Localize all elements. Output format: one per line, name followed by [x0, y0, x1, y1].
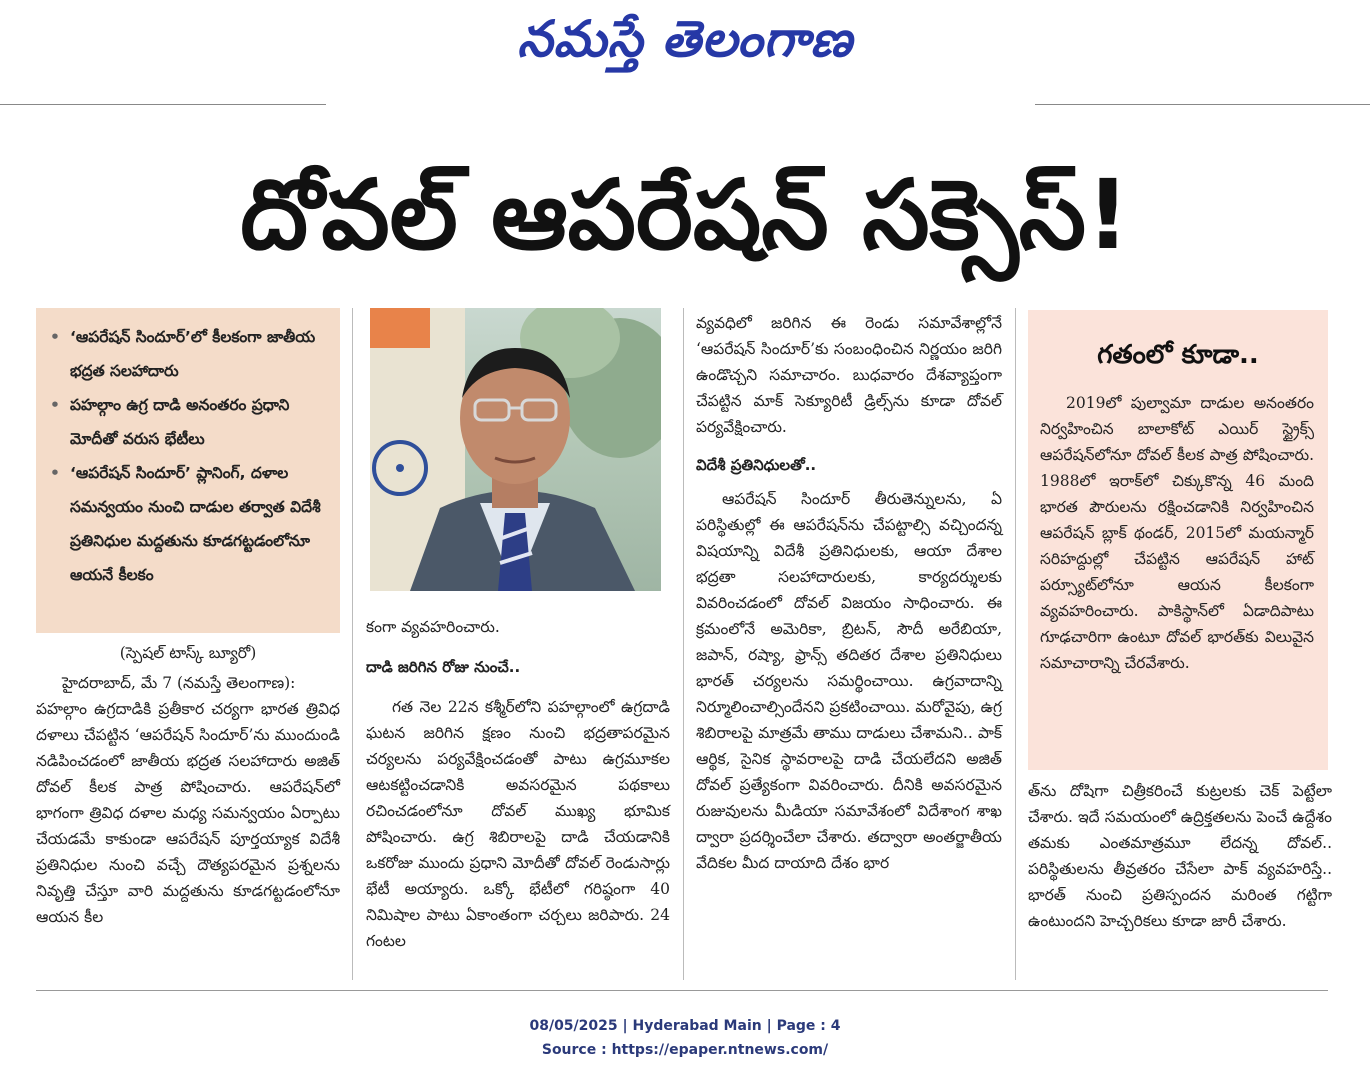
portrait-illustration	[370, 308, 661, 591]
masthead	[0, 0, 1370, 100]
dateline: హైదరాబాద్, మే 7 (నమస్తే తెలంగాణ):	[62, 674, 296, 692]
summary-item: • పహల్గాం ఉగ్ర దాడి అనంతరం ప్రధాని మోదీతో వరుస భేటీలు	[50, 388, 332, 456]
column-2	[366, 614, 670, 980]
subheading: విదేశీ ప్రతినిధులతో..	[696, 456, 817, 474]
masthead-rule-left	[0, 104, 326, 105]
article-paragraph: త్‌ను దోషిగా చిత్రీకరించే కుట్రలకు చెక్ పెట్టేలా చేశారు. ఇదే సమయంలో ఉద్రిక్తతలను పెంచే ఉద్దేశం తమకు ఎంతమాత్రమూ లేదన్న దోవల్.. పరిస్థితులను తీవ్రతరం చేసేలా పాక్ వ్యవహరిస్తే.. భారత్ నుంచి ప్రతిస్పందన మరింత గట్టిగా ఉంటుందని హెచ్చరికలు కూడా జారీ చేశారు.	[1028, 782, 1332, 930]
column-1	[36, 670, 340, 980]
column-divider	[683, 308, 684, 980]
byline: (స్పెషల్ టాస్క్ బ్యూరో)	[119, 644, 257, 662]
article-paragraph: పహల్గాం ఉగ్రదాడికి ప్రతీకార చర్యగా భారత త్రివిధ దళాలు చేపట్టిన ‘ఆపరేషన్ సిందూర్’ను ముందుండి నడిపించడంలో జాతీయ భద్రత సలహాదారు అజిత్ దోవల్ కీలక పాత్ర పోషించారు. ఆపరేషన్‌లో భాగంగా త్రివిధ దళాల మధ్య సమన్వయం ఏర్పాటు చేయడమే కాకుండా ఆపరేషన్ పూర్తయ్యాక విదేశీ ప్రతినిధుల నుంచి వచ్చే దౌత్యపరమైన ప్రశ్నలను నివృత్తి చేస్తూ వారి మద్దతును కూడగట్టడంలోనూ ఆయన కీల	[36, 700, 340, 926]
article-paragraph: ఆపరేషన్ సిందూర్ తీరుతెన్నులను, ఏ పరిస్థితుల్లో ఈ ఆపరేషన్‌ను చేపట్టాల్సి వచ్చిందన్న విషయాన్ని విదేశీ ప్రతినిధులకు, ఆయా దేశాల భద్రతా సలహాదారులకు, కార్యదర్శులకు వివరించడంలో దోవల్ విజయం సాధించారు. ఈ క్రమంలోనే అమెరికా, బ్రిటన్, సౌదీ అరేబియా, జపాన్, రష్యా, ఫ్రాన్స్ తదితర దేశాల ప్రతినిధులు భారత్ చర్యలను సమర్థించాయి. ఉగ్రవాదాన్ని నిర్మూలించాల్సిందేనని ప్రకటించాయి. మరోవైపు, ఉగ్ర శిబిరాలపై మాత్రమే తాము దాడులు చేశామని.. పాక్ ఆర్థిక, సైనిక స్థావరాలపై దాడి చేయలేదని అజిత్ దోవల్ ప్రత్యేకంగా వివరించారు. దీనికి అవసరమైన రుజువులను మీడియా సమావేశంలో విదేశాంగ శాఖ ద్వారా ప్రదర్శించేలా చేశారు. తద్వారా అంతర్జాతీయ వేదికల మీద దాయాది దేశం భార	[696, 490, 1002, 872]
summary-item: • ‘ఆపరేషన్ సిందూర్’లో కీలకంగా జాతీయ భద్రత సలహాదారు	[50, 320, 332, 388]
headline: దోవల్ ఆపరేషన్ సక్సెస్!	[240, 159, 1130, 271]
subheading: దాడి జరిగిన రోజు నుంచే..	[366, 658, 521, 676]
article-paragraph: కంగా వ్యవహరించారు.	[366, 618, 500, 636]
masthead-rule-right	[1035, 104, 1370, 105]
bottom-rule	[36, 990, 1328, 991]
summary-item: • ‘ఆపరేషన్ సిందూర్’ ప్లానింగ్, దళాల సమన్వయం నుంచి దాడుల తర్వాత విదేశీ ప్రతినిధుల మద్దతును కూడగట్టడంలోనూ ఆయనే కీలకం	[50, 456, 332, 592]
sidebar-title: గతంలో కూడా..	[1097, 340, 1259, 370]
portrait-photo	[370, 308, 661, 591]
column-divider	[352, 308, 353, 980]
footer-source: Source : https://epaper.ntnews.com/	[541, 1042, 829, 1058]
article-paragraph: వ్యవధిలో జరిగిన ఈ రెండు సమావేశాల్లోనే ‘ఆపరేషన్ సిందూర్’కు సంబంధించిన నిర్ణయం జరిగి ఉండొచ్చని సమాచారం. బుధవారం దేశవ్యాప్తంగా చేపట్టిన మాక్ సెక్యూరిటీ డ్రిల్స్‌ను కూడా దోవల్ పర్యవేక్షించారు.	[696, 314, 1002, 436]
column-4	[1028, 778, 1332, 978]
column-3	[696, 310, 1002, 980]
sidebar-text: 2019లో పుల్వామా దాడుల అనంతరం నిర్వహించిన బాలాకోట్ ఎయిర్ స్ట్రైక్స్ ఆపరేషన్‌లోనూ దోవల్ కీలక పాత్ర పోషించారు. 1988లో ఇరాక్‌లో చిక్కుకొన్న 46 మంది భారత పౌరులను రక్షించడానికి నిర్వహించిన ఆపరేషన్ బ్లాక్ థండర్, 2015లో మయన్మార్ సరిహద్దుల్లో చేపట్టిన ఆపరేషన్ హాట్ పర్స్యూట్‌లోనూ ఆయన కీలకంగా వ్యవహరించారు. పాకిస్థాన్‌లో ఏడాదిపాటు గూఢచారిగా ఉంటూ దోవల్ భారత్‌కు విలువైన సమాచారాన్ని చేరవేశారు.	[1040, 394, 1314, 672]
masthead-title: నమస్తే తెలంగాణ	[517, 10, 853, 68]
article-paragraph: గత నెల 22న కశ్మీర్‌లోని పహల్గాంలో ఉగ్రదాడి ఘటన జరిగిన క్షణం నుంచి భద్రతాపరమైన చర్యలను పర్యవేక్షించడంతో పాటు ఉగ్రమూకల ఆటకట్టించడానికి అవసరమైన పథకాలు రచించడంలోనూ దోవల్ ముఖ్య భూమిక పోషించారు. ఉగ్ర శిబిరాలపై దాడి చేయడానికి ఒకరోజు ముందు ప్రధాని మోదీతో దోవల్ రెండుసార్లు భేటీ అయ్యారు. ఒక్కో భేటీలో గరిష్ఠంగా 40 నిమిషాల పాటు ఏకాంతంగా చర్చలు జరిపారు. 24 గంటల	[366, 698, 670, 950]
column-divider	[1015, 308, 1016, 980]
footer-info: 08/05/2025 | Hyderabad Main | Page : 4	[529, 1018, 841, 1034]
summary-box	[36, 308, 340, 633]
summary-list	[36, 308, 340, 592]
sidebar-box	[1028, 310, 1328, 770]
